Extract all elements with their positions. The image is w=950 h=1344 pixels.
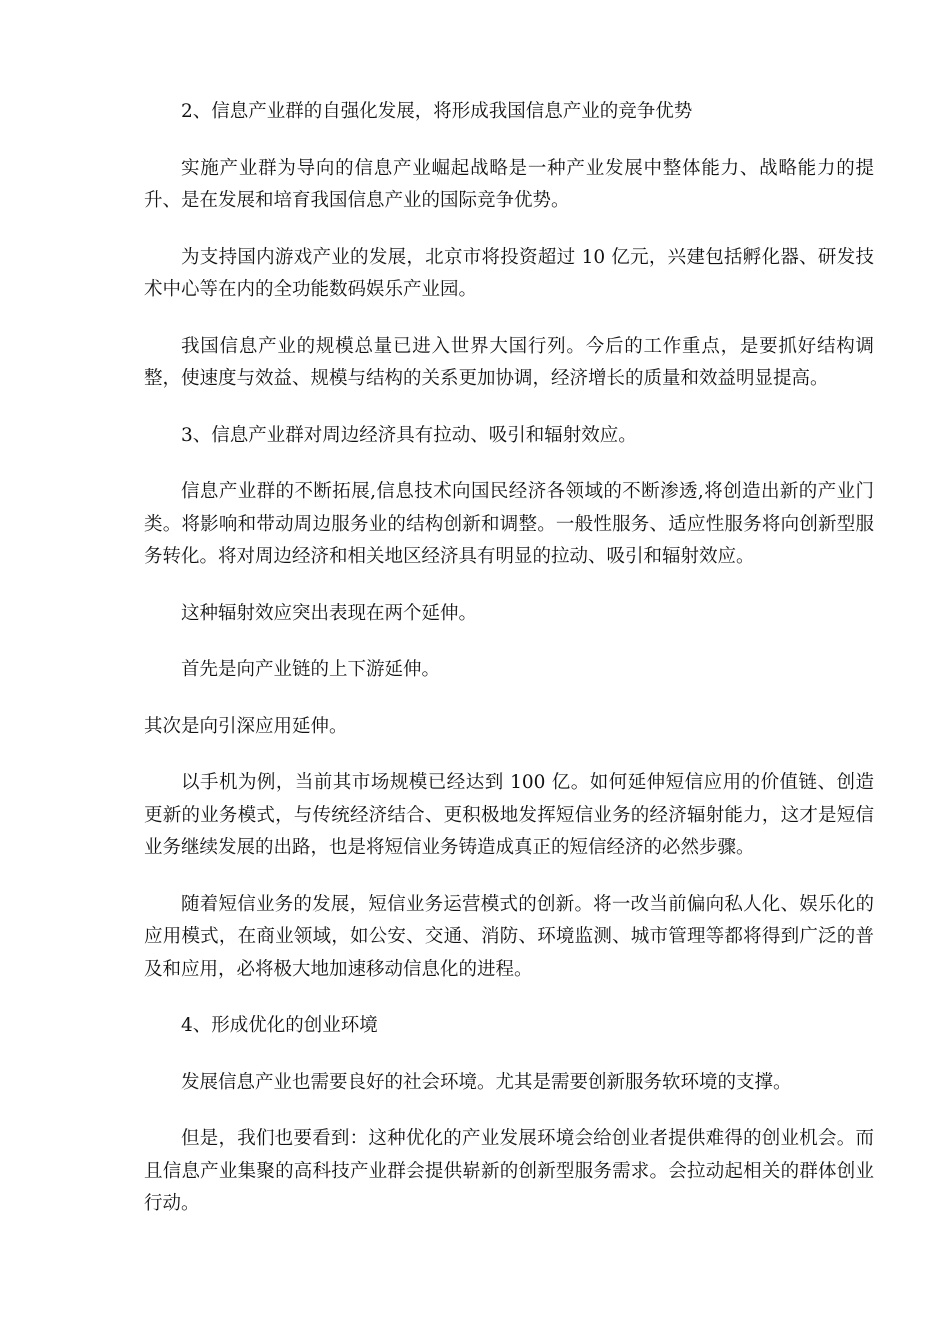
paragraph-section-4-heading: 4、形成优化的创业环境 <box>181 1015 378 1036</box>
paragraph: 为支持国内游戏产业的发展，北京市将投资超过 10 亿元，兴建包括孵化器、研发技术中心等在内的全功能数码娱乐产业园。 <box>144 246 874 300</box>
paragraph: 以手机为例，当前其市场规模已经达到 100 亿。如何延伸短信应用的价值链、创造更新的业务模式，与传统经济结合、更积极地发挥短信业务的经济辐射能力，这才是短信业务继续发展的出路，也是将短信业务铸造成真正的短信经济的必然步骤。 <box>144 772 874 858</box>
paragraph: 发展信息产业也需要良好的社会环境。尤其是需要创新服务软环境的支撑。 <box>181 1071 792 1093</box>
paragraph-section-2-heading: 2、信息产业群的自强化发展，将形成我国信息产业的竞争优势 <box>181 101 693 122</box>
paragraph: 但是，我们也要看到：这种优化的产业发展环境会给创业者提供难得的创业机会。而且信息产业集聚的高科技产业群会提供崭新的创新型服务需求。会拉动起相关的群体创业行动。 <box>144 1128 874 1214</box>
paragraph: 这种辐射效应突出表现在两个延伸。 <box>181 602 478 624</box>
paragraph-section-3-heading: 3、信息产业群对周边经济具有拉动、吸引和辐射效应。 <box>181 424 637 446</box>
paragraph: 信息产业群的不断拓展,信息技术向国民经济各领域的不断渗透,将创造出新的产业门类。将影响和带动周边服务业的结构创新和调整。一般性服务、适应性服务将向创新型服务转化。将对周边经济和相关地区经济具有明显的拉动、吸引和辐射效应。 <box>144 481 874 567</box>
paragraph: 其次是向引深应用延伸。 <box>144 715 348 737</box>
paragraph: 我国信息产业的规模总量已进入世界大国行列。今后的工作重点，是要抓好结构调整，使速度与效益、规模与结构的关系更加协调，经济增长的质量和效益明显提高。 <box>144 335 874 389</box>
paragraph: 随着短信业务的发展，短信业务运营模式的创新。将一改当前偏向私人化、娱乐化的应用模式，在商业领域，如公安、交通、消防、环境监测、城市管理等都将得到广泛的普及和应用，必将极大地加速移动信息化的进程。 <box>144 893 874 980</box>
paragraph: 实施产业群为导向的信息产业崛起战略是一种产业发展中整体能力、战略能力的提升、是在发展和培育我国信息产业的国际竞争优势。 <box>144 157 874 211</box>
paragraph: 首先是向产业链的上下游延伸。 <box>181 659 441 680</box>
document-body <box>144 96 874 1245</box>
